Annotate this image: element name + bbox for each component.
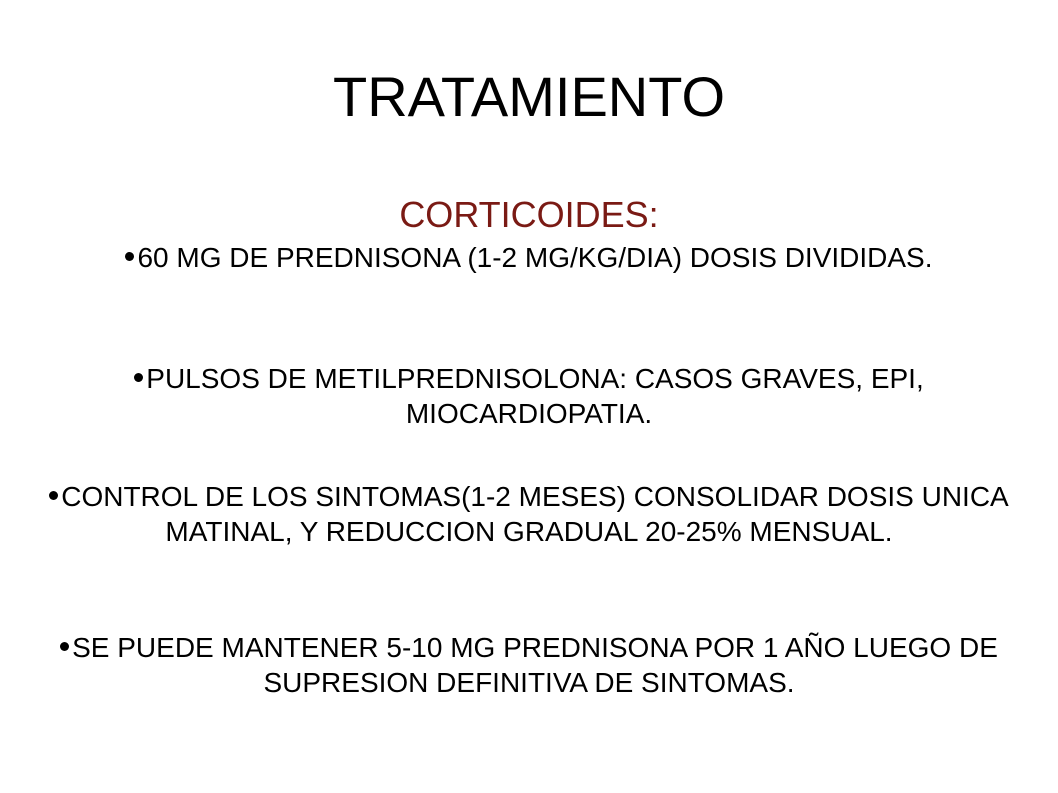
- bullet-item-mantener: [40, 630, 1018, 700]
- bullet-item-pulsos: [40, 361, 1018, 431]
- bullet-text: CONTROL DE LOS SINTOMAS(1-2 MESES) CONSOLIDAR DOSIS UNICA MATINAL, Y REDUCCION GRADUAL 20-25% MENSUAL.: [61, 481, 1009, 547]
- bullet-dot-icon: [49, 491, 58, 500]
- bullet-text: SE PUEDE MANTENER 5-10 MG PREDNISONA POR 1 AÑO LUEGO DE SUPRESION DEFINITIVA DE SINTOMAS.: [72, 632, 998, 698]
- bullet-dot-icon: [60, 642, 69, 651]
- bullet-item-prednisona: [40, 240, 1018, 275]
- bullet-text: PULSOS DE METILPREDNISOLONA: CASOS GRAVES, EPI, MIOCARDIOPATIA.: [146, 363, 924, 429]
- bullet-dot-icon: [134, 373, 143, 382]
- bullet-dot-icon: [125, 252, 134, 261]
- section-heading: CORTICOIDES:: [399, 194, 659, 235]
- slide-title: TRATAMIENTO: [333, 65, 725, 128]
- bullet-item-control: [40, 479, 1018, 549]
- bullet-text: 60 MG DE PREDNISONA (1-2 MG/KG/DIA) DOSIS DIVIDIDAS.: [137, 242, 933, 273]
